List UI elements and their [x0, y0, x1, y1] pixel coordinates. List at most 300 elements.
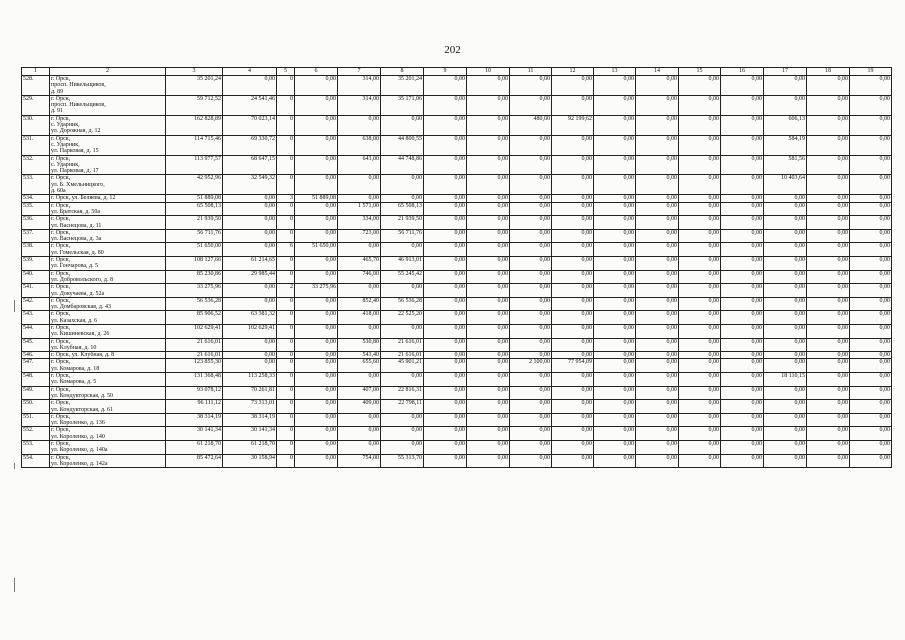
value-cell: 65 508,13 [166, 202, 223, 216]
address-cell: г. Орск, ул. Докучаева, д. 52а [50, 284, 166, 298]
value-cell: 0,00 [807, 338, 850, 352]
table-row [22, 324, 892, 338]
address-cell: г. Орск, ул. Беляева, д. 12 [50, 195, 166, 202]
value-cell: 0,00 [295, 216, 338, 230]
value-cell: 3 [277, 195, 295, 202]
column-header: 8 [381, 68, 424, 76]
value-cell: 0,00 [636, 454, 679, 468]
value-cell: 0,00 [467, 386, 510, 400]
column-header: 3 [166, 68, 223, 76]
value-cell: 0,00 [807, 297, 850, 311]
value-cell: 0,00 [510, 155, 552, 175]
value-cell: 33 275,96 [295, 284, 338, 298]
column-header: 4 [223, 68, 277, 76]
value-cell: 0,00 [850, 76, 892, 96]
value-cell: 0,00 [679, 338, 721, 352]
value-cell: 0,00 [510, 76, 552, 96]
column-header: 19 [850, 68, 892, 76]
value-cell: 70 261,81 [223, 386, 277, 400]
value-cell: 0,00 [510, 229, 552, 243]
value-cell: 0,00 [552, 352, 594, 359]
value-cell: 0,00 [223, 359, 277, 373]
value-cell: 0,00 [424, 243, 467, 257]
column-header: 6 [295, 68, 338, 76]
value-cell: 0,00 [467, 257, 510, 271]
address-cell: г. Орск, ул. Васнецова, д. 11 [50, 216, 166, 230]
row-number: 538. [22, 243, 50, 257]
value-cell: 0,00 [636, 386, 679, 400]
value-cell: 0,00 [721, 155, 764, 175]
value-cell: 606,13 [764, 115, 807, 135]
value-cell: 0,00 [850, 338, 892, 352]
value-cell: 24 541,46 [223, 95, 277, 115]
value-cell: 0,00 [552, 95, 594, 115]
value-cell: 10 403,64 [764, 175, 807, 195]
value-cell: 0,00 [552, 257, 594, 271]
value-cell: 0,00 [552, 195, 594, 202]
value-cell: 0,00 [594, 284, 636, 298]
address-cell: г. Орск, с. Ударник, ул. Дорожная, д. 12 [50, 115, 166, 135]
value-cell: 0,00 [510, 216, 552, 230]
value-cell: 0,00 [807, 155, 850, 175]
value-cell: 0,00 [510, 195, 552, 202]
value-cell: 0 [277, 311, 295, 325]
value-cell: 0,00 [764, 284, 807, 298]
value-cell: 35 171,06 [381, 95, 424, 115]
value-cell: 0,00 [295, 175, 338, 195]
value-cell: 0,00 [594, 338, 636, 352]
value-cell: 0,00 [467, 95, 510, 115]
address-cell: г. Орск, ул. Клубная, д. 10 [50, 338, 166, 352]
row-number: 545. [22, 338, 50, 352]
value-cell: 0,00 [721, 373, 764, 387]
value-cell: 0,00 [594, 257, 636, 271]
value-cell: 77 954,09 [552, 359, 594, 373]
value-cell: 56 711,76 [166, 229, 223, 243]
value-cell: 0,00 [764, 270, 807, 284]
value-cell: 0,00 [552, 441, 594, 455]
value-cell: 0,00 [223, 338, 277, 352]
value-cell: 0,00 [467, 311, 510, 325]
column-header: 15 [679, 68, 721, 76]
value-cell: 0,00 [850, 155, 892, 175]
value-cell: 131 368,48 [166, 373, 223, 387]
value-cell: 0,00 [594, 352, 636, 359]
value-cell: 44 748,86 [381, 155, 424, 175]
value-cell: 0,00 [594, 216, 636, 230]
value-cell: 0,00 [552, 311, 594, 325]
column-header: 14 [636, 68, 679, 76]
value-cell: 0,00 [424, 454, 467, 468]
value-cell: 0,00 [594, 454, 636, 468]
address-cell: г. Орск, ул. Добровольского, д. 8 [50, 270, 166, 284]
value-cell: 0,00 [338, 195, 381, 202]
value-cell: 73 313,01 [223, 400, 277, 414]
value-cell: 51 889,08 [295, 195, 338, 202]
value-cell: 0 [277, 427, 295, 441]
value-cell: 0,00 [850, 243, 892, 257]
value-cell: 0,00 [850, 216, 892, 230]
value-cell: 0,00 [552, 202, 594, 216]
value-cell: 0,00 [636, 413, 679, 427]
value-cell: 0,00 [424, 216, 467, 230]
value-cell: 0,00 [721, 216, 764, 230]
value-cell: 0,00 [721, 284, 764, 298]
value-cell: 0,00 [764, 454, 807, 468]
column-header: 9 [424, 68, 467, 76]
value-cell: 0,00 [721, 352, 764, 359]
table-row [22, 352, 892, 359]
value-cell: 56 536,28 [166, 297, 223, 311]
value-cell: 0,00 [381, 284, 424, 298]
value-cell: 0,00 [424, 257, 467, 271]
value-cell: 0,00 [679, 216, 721, 230]
page-number: 202 [444, 44, 461, 56]
value-cell: 0,00 [764, 400, 807, 414]
value-cell: 0,00 [764, 229, 807, 243]
value-cell: 0,00 [467, 216, 510, 230]
column-header: 2 [50, 68, 166, 76]
value-cell: 0,00 [636, 427, 679, 441]
value-cell: 0,00 [510, 400, 552, 414]
row-number: 547. [22, 359, 50, 373]
value-cell: 0,00 [223, 284, 277, 298]
table-row [22, 311, 892, 325]
value-cell: 6 [277, 243, 295, 257]
value-cell: 0,00 [552, 270, 594, 284]
value-cell: 0,00 [594, 359, 636, 373]
value-cell: 0,00 [552, 427, 594, 441]
value-cell: 0,00 [807, 386, 850, 400]
address-cell: г. Орск, ул. Казахская, д. 6 [50, 311, 166, 325]
value-cell: 0,00 [636, 216, 679, 230]
column-header: 18 [807, 68, 850, 76]
value-cell: 0,00 [295, 155, 338, 175]
value-cell: 0,00 [721, 297, 764, 311]
address-cell: г. Орск, с. Ударник, ул. Парковая, д. 15 [50, 135, 166, 155]
row-number: 542. [22, 297, 50, 311]
value-cell: 0 [277, 76, 295, 96]
value-cell: 0,00 [552, 76, 594, 96]
value-cell: 0,00 [679, 257, 721, 271]
address-cell: г. Орск, ул. Короленко, д. 140 [50, 427, 166, 441]
value-cell: 0,00 [467, 338, 510, 352]
value-cell: 0,00 [338, 373, 381, 387]
row-number: 552. [22, 427, 50, 441]
value-cell: 0,00 [636, 352, 679, 359]
row-number: 528. [22, 76, 50, 96]
value-cell: 42 952,96 [166, 175, 223, 195]
value-cell: 0,00 [295, 400, 338, 414]
row-number: 530. [22, 115, 50, 135]
value-cell: 0,00 [850, 257, 892, 271]
value-cell: 0,00 [636, 115, 679, 135]
value-cell: 0,00 [338, 427, 381, 441]
value-cell: 63 381,32 [223, 311, 277, 325]
value-cell: 0,00 [424, 352, 467, 359]
value-cell: 21 616,01 [381, 352, 424, 359]
value-cell: 0,00 [679, 352, 721, 359]
column-header: 17 [764, 68, 807, 76]
value-cell: 44 800,55 [381, 135, 424, 155]
value-cell: 0,00 [424, 427, 467, 441]
column-header: 13 [594, 68, 636, 76]
value-cell: 0,00 [381, 373, 424, 387]
value-cell: 0,00 [424, 135, 467, 155]
value-cell: 0,00 [381, 427, 424, 441]
table-row [22, 413, 892, 427]
value-cell: 0,00 [552, 386, 594, 400]
value-cell: 51 650,00 [295, 243, 338, 257]
value-cell: 21 616,01 [166, 352, 223, 359]
value-cell: 0,00 [594, 386, 636, 400]
value-cell: 0,00 [424, 311, 467, 325]
table-row [22, 175, 892, 195]
value-cell: 0,00 [510, 441, 552, 455]
value-cell: 314,00 [338, 76, 381, 96]
value-cell: 0,00 [510, 202, 552, 216]
value-cell: 21 616,01 [166, 338, 223, 352]
value-cell: 0,00 [510, 297, 552, 311]
address-cell: г. Орск, ул. Короленко, д. 136 [50, 413, 166, 427]
value-cell: 92 199,62 [552, 115, 594, 135]
value-cell: 0 [277, 441, 295, 455]
value-cell: 0,00 [467, 324, 510, 338]
value-cell: 0 [277, 359, 295, 373]
value-cell: 0,00 [594, 297, 636, 311]
value-cell: 0,00 [467, 175, 510, 195]
value-cell: 0,00 [679, 413, 721, 427]
value-cell: 0,00 [807, 359, 850, 373]
value-cell: 0,00 [850, 373, 892, 387]
address-cell: г. Орск, просп. Никельщиков, д. 91 [50, 95, 166, 115]
value-cell: 0,00 [721, 243, 764, 257]
value-cell: 0,00 [679, 243, 721, 257]
value-cell: 0,00 [807, 324, 850, 338]
value-cell: 0,00 [807, 202, 850, 216]
value-cell: 0,00 [381, 195, 424, 202]
value-cell: 0,00 [510, 257, 552, 271]
value-cell: 0,00 [510, 284, 552, 298]
table-row [22, 243, 892, 257]
value-cell: 0,00 [424, 115, 467, 135]
value-cell: 59 712,52 [166, 95, 223, 115]
value-cell: 0,00 [636, 284, 679, 298]
value-cell: 0,00 [850, 441, 892, 455]
value-cell: 0,00 [223, 216, 277, 230]
value-cell: 0,00 [636, 338, 679, 352]
value-cell: 0,00 [764, 359, 807, 373]
value-cell: 0,00 [636, 441, 679, 455]
value-cell: 0,00 [594, 441, 636, 455]
row-number: 554. [22, 454, 50, 468]
value-cell: 102 629,41 [166, 324, 223, 338]
address-cell: г. Орск, ул. Домбаровская, д. 43 [50, 297, 166, 311]
value-cell: 0,00 [424, 441, 467, 455]
value-cell: 0,00 [764, 202, 807, 216]
value-cell: 0,00 [721, 386, 764, 400]
value-cell: 0,00 [295, 76, 338, 96]
value-cell: 0,00 [338, 284, 381, 298]
value-cell: 0,00 [594, 229, 636, 243]
value-cell: 0,00 [721, 76, 764, 96]
value-cell: 0,00 [338, 441, 381, 455]
address-cell: г. Орск, ул. Короленко, д. 140а [50, 441, 166, 455]
value-cell: 0,00 [807, 95, 850, 115]
value-cell: 407,00 [338, 386, 381, 400]
value-cell: 85 472,64 [166, 454, 223, 468]
table-row [22, 373, 892, 387]
value-cell: 93 078,12 [166, 386, 223, 400]
margin-mark [14, 463, 15, 469]
value-cell: 0,00 [764, 386, 807, 400]
value-cell: 0,00 [223, 202, 277, 216]
value-cell: 0,00 [594, 76, 636, 96]
value-cell: 0,00 [807, 270, 850, 284]
value-cell: 0,00 [721, 359, 764, 373]
row-number: 533. [22, 175, 50, 195]
value-cell: 0,00 [467, 441, 510, 455]
value-cell: 0,00 [764, 297, 807, 311]
value-cell: 0,00 [295, 297, 338, 311]
value-cell: 0,00 [807, 216, 850, 230]
value-cell: 0,00 [381, 115, 424, 135]
address-cell: г. Орск, ул. Гончарова, д. 5 [50, 257, 166, 271]
address-cell: г. Орск, ул. Комарова, д. 5 [50, 373, 166, 387]
value-cell: 0,00 [636, 202, 679, 216]
header-row [22, 68, 892, 76]
value-cell: 0,00 [850, 427, 892, 441]
value-cell: 0,00 [721, 135, 764, 155]
value-cell: 418,00 [338, 311, 381, 325]
value-cell: 0,00 [636, 175, 679, 195]
value-cell: 0,00 [552, 135, 594, 155]
value-cell: 0,00 [721, 427, 764, 441]
column-header: 1 [22, 68, 50, 76]
value-cell: 0,00 [679, 155, 721, 175]
value-cell: 0,00 [467, 373, 510, 387]
value-cell: 0,00 [850, 324, 892, 338]
value-cell: 56 536,28 [381, 297, 424, 311]
value-cell: 0,00 [510, 338, 552, 352]
value-cell: 0,00 [594, 413, 636, 427]
table-row [22, 257, 892, 271]
row-number: 529. [22, 95, 50, 115]
column-header: 16 [721, 68, 764, 76]
value-cell: 0 [277, 229, 295, 243]
table-row [22, 359, 892, 373]
value-cell: 0,00 [807, 195, 850, 202]
address-cell: г. Орск, ул. Б. Хмельницкого, д. 60а [50, 175, 166, 195]
value-cell: 0,00 [636, 257, 679, 271]
value-cell: 0,00 [594, 427, 636, 441]
value-cell: 0,00 [338, 324, 381, 338]
value-cell: 0,00 [764, 338, 807, 352]
value-cell: 314,00 [338, 95, 381, 115]
value-cell: 0,00 [764, 216, 807, 230]
value-cell: 0,00 [807, 352, 850, 359]
value-cell: 0,00 [424, 386, 467, 400]
value-cell: 0,00 [807, 175, 850, 195]
value-cell: 0,00 [295, 338, 338, 352]
value-cell: 643,00 [338, 155, 381, 175]
value-cell: 0,00 [807, 311, 850, 325]
value-cell: 0,00 [679, 76, 721, 96]
value-cell: 0,00 [424, 297, 467, 311]
value-cell: 0,00 [721, 175, 764, 195]
column-header: 12 [552, 68, 594, 76]
value-cell: 0,00 [510, 324, 552, 338]
value-cell: 0,00 [721, 257, 764, 271]
value-cell: 0,00 [467, 284, 510, 298]
value-cell: 0,00 [467, 155, 510, 175]
value-cell: 69 330,72 [223, 135, 277, 155]
value-cell: 0,00 [679, 454, 721, 468]
value-cell: 46 913,01 [381, 257, 424, 271]
value-cell: 0,00 [679, 311, 721, 325]
value-cell: 0,00 [807, 243, 850, 257]
value-cell: 0,00 [424, 229, 467, 243]
row-number: 540. [22, 270, 50, 284]
value-cell: 0,00 [552, 243, 594, 257]
value-cell: 30 141,34 [166, 427, 223, 441]
table-row [22, 400, 892, 414]
value-cell: 0,00 [594, 155, 636, 175]
value-cell: 0,00 [721, 441, 764, 455]
value-cell: 0 [277, 175, 295, 195]
value-cell: 0,00 [807, 441, 850, 455]
value-cell: 0,00 [679, 202, 721, 216]
table-row [22, 229, 892, 243]
value-cell: 0,00 [850, 454, 892, 468]
value-cell: 0 [277, 400, 295, 414]
value-cell: 0,00 [424, 195, 467, 202]
row-number: 549. [22, 386, 50, 400]
value-cell: 581,56 [764, 155, 807, 175]
row-number: 531. [22, 135, 50, 155]
value-cell: 21 939,50 [166, 216, 223, 230]
address-cell: г. Орск, ул. Гомельская, д. 80 [50, 243, 166, 257]
value-cell: 0,00 [636, 135, 679, 155]
value-cell: 30 141,34 [223, 427, 277, 441]
value-cell: 0,00 [594, 115, 636, 135]
value-cell: 0,00 [295, 257, 338, 271]
value-cell: 0,00 [424, 175, 467, 195]
value-cell: 0,00 [295, 427, 338, 441]
value-cell: 0,00 [295, 324, 338, 338]
row-number: 537. [22, 229, 50, 243]
value-cell: 0,00 [381, 243, 424, 257]
value-cell: 0,00 [594, 95, 636, 115]
value-cell: 68 647,15 [223, 155, 277, 175]
value-cell: 0,00 [424, 202, 467, 216]
table-row [22, 216, 892, 230]
table-row [22, 202, 892, 216]
value-cell: 0,00 [510, 373, 552, 387]
address-cell: г. Орск, ул. Кишиневская, д. 26 [50, 324, 166, 338]
value-cell: 0,00 [424, 284, 467, 298]
value-cell: 0,00 [636, 155, 679, 175]
value-cell: 754,00 [338, 454, 381, 468]
value-cell: 0,00 [850, 202, 892, 216]
value-cell: 0 [277, 413, 295, 427]
value-cell: 0,00 [679, 115, 721, 135]
value-cell: 0,00 [510, 175, 552, 195]
value-cell: 0 [277, 338, 295, 352]
value-cell: 0,00 [850, 229, 892, 243]
value-cell: 0,00 [636, 195, 679, 202]
address-cell: г. Орск, ул. Кондукторская, д. 61 [50, 400, 166, 414]
